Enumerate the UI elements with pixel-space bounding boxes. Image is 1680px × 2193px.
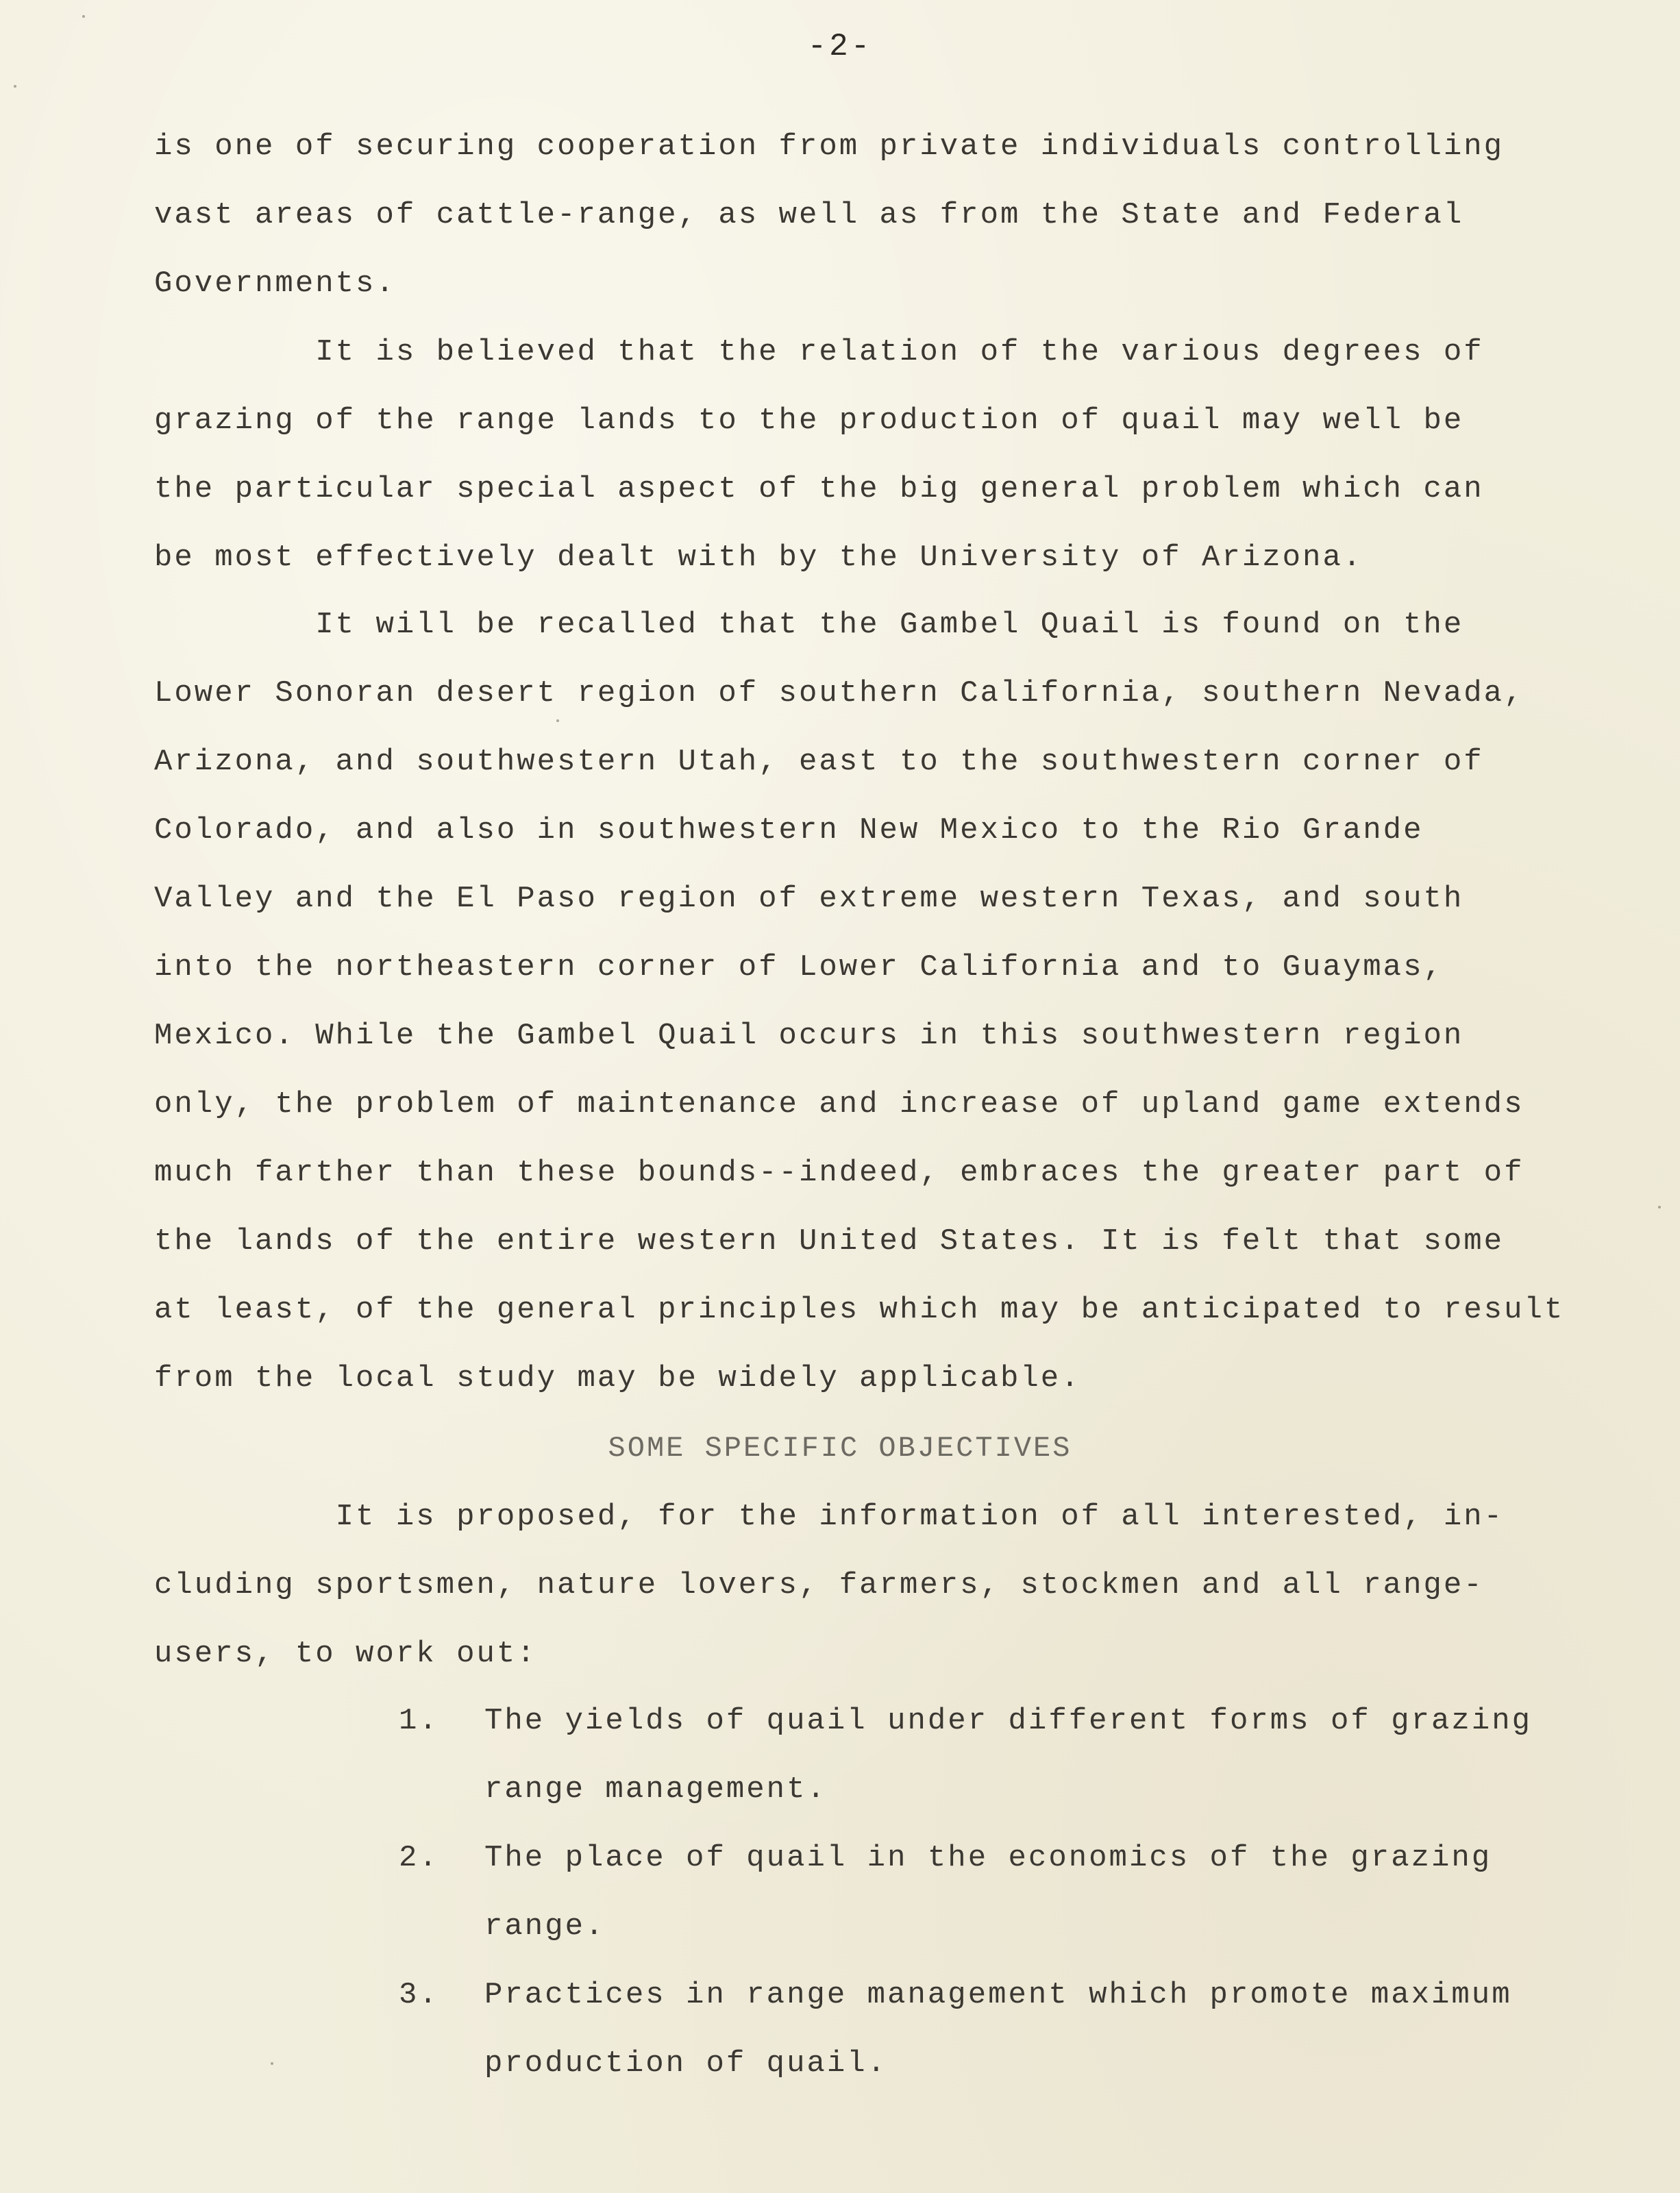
paragraph-cooperation: is one of securing cooperation from private individuals controlling vast areas of cattle-range, as well as from the State and Federal Governments. — [154, 129, 1505, 301]
paragraph-gambel-quail-range: It will be recalled that the Gambel Quail is found on the Lower Sonoran desert region of southern California, southern Nevada, Arizona, and southwestern Utah, east to the southwestern corner of Colorado, and also in southwestern New Mexico to the Rio Grande Valley and the El Paso region of extreme western Texas, and south into the northeastern corner of Lower California and to Guaymas, Mexico. While the Gambel Quail occurs in this southwestern region only, the problem of maintenance and increase of upland game extends much farther than these bounds--indeed, embraces the greater part of the lands of the entire western United States. It is felt that some at least, of the general principles which may be anticipated to result from the local study may be widely applicable. — [154, 608, 1565, 1396]
paper-speck — [1658, 1206, 1661, 1209]
paper-speck — [14, 85, 16, 88]
paper-speck — [82, 15, 85, 18]
objective-number-2: 2. — [399, 1841, 439, 1875]
objective-number-1: 1. — [399, 1704, 439, 1738]
paper-speck — [556, 719, 559, 722]
paper-speck — [271, 2062, 273, 2065]
paragraph-objectives-intro: It is proposed, for the information of all interested, in- cluding sportsmen, nature lovers, farmers, stockmen and all range- users, to work out: — [154, 1500, 1505, 1671]
paragraph-grazing-relation: It is believed that the relation of the various degrees of grazing of the range lands to the production of quail may well be the particular special aspect of the big general problem which can be most effectively dealt with by the University of Arizona. — [154, 335, 1484, 575]
page-number: -2- — [807, 29, 873, 64]
objective-text-3: Practices in range management which promote maximum production of quail. — [484, 1978, 1512, 2081]
objective-number-3: 3. — [399, 1978, 439, 2012]
objective-text-2: The place of quail in the economics of the grazing range. — [484, 1841, 1492, 1944]
section-heading: SOME SPECIFIC OBJECTIVES — [608, 1432, 1072, 1465]
objective-text-1: The yields of quail under different forms of grazing range management. — [484, 1704, 1533, 1807]
